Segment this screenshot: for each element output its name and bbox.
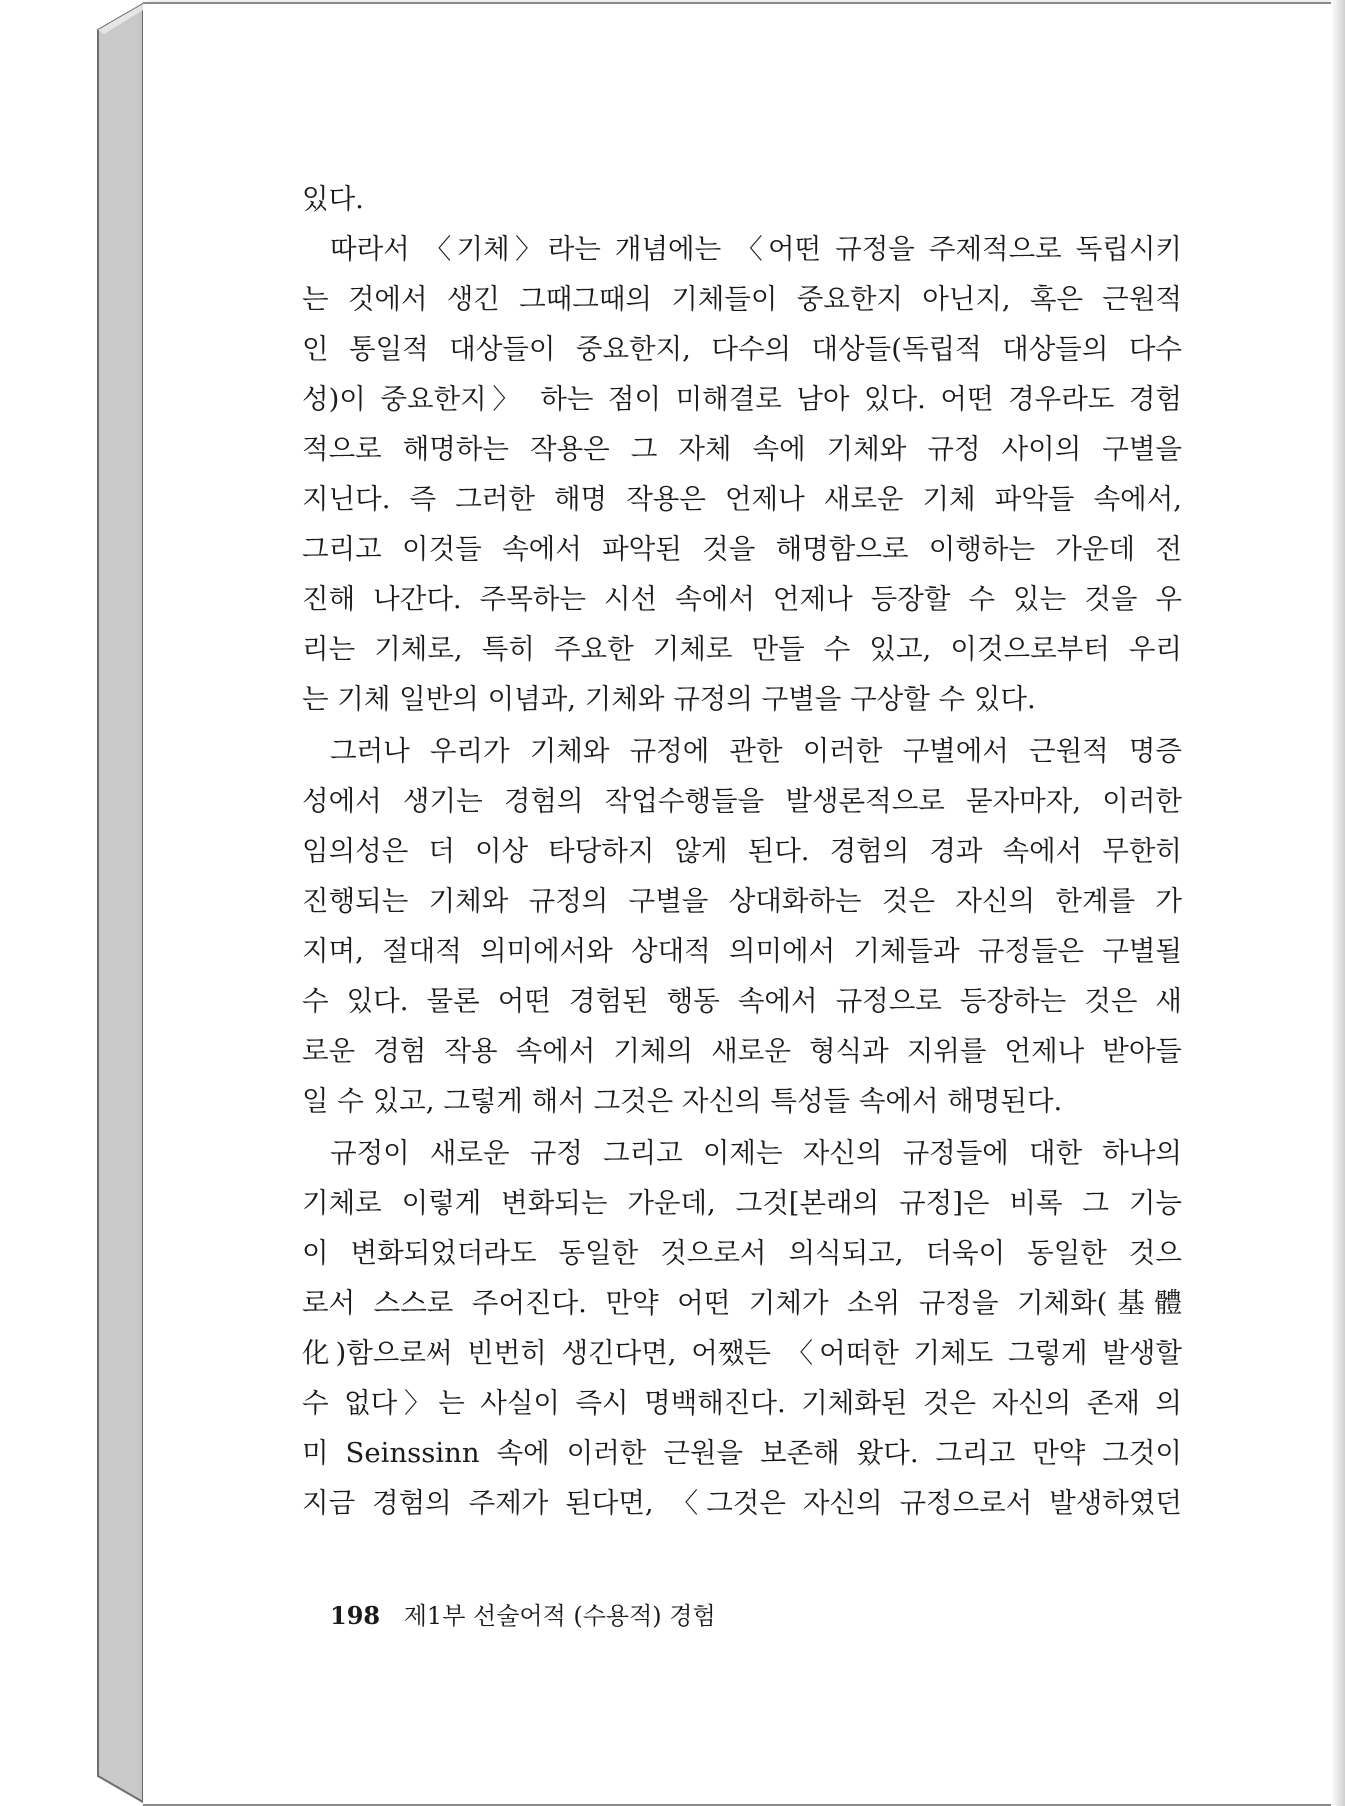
text-line: 따라서 〈기체〉라는 개념에는 〈어떤 규정을 주제적으로 독립시키 [330,233,1182,265]
text-line: 규정이 새로운 규정 그리고 이제는 자신의 규정들에 대한 하나의 [330,1137,1182,1169]
text-line: 진행되는 기체와 규정의 구별을 상대화하는 것은 자신의 한계를 가 [302,885,1182,917]
text-line: 지며, 절대적 의미에서와 상대적 의미에서 기체들과 규정들은 구별될 [302,935,1182,967]
text-line: 리는 기체로, 특히 주요한 기체로 만들 수 있고, 이것으로부터 우리 [302,633,1182,665]
text-line: 적으로 해명하는 작용은 그 자체 속에 기체와 규정 사이의 구별을 [302,433,1182,465]
text-line: 로서 스스로 주어진다. 만약 어떤 기체가 소위 규정을 기체화(基體 [302,1287,1182,1319]
text-line: 인 통일적 대상들이 중요한지, 다수의 대상들(독립적 대상들의 다수 [302,333,1182,365]
text-line: 는 기체 일반의 이념과, 기체와 규정의 구별을 구상할 수 있다. [302,683,1036,715]
text-line: 지금 경험의 주제가 된다면, 〈그것은 자신의 규정으로서 발생하였던 [302,1487,1182,1519]
text-line: 진해 나간다. 주목하는 시선 속에서 언제나 등장할 수 있는 것을 우 [302,583,1182,615]
page-right-edge [1331,0,1345,1806]
text-line: 化)함으로써 빈번히 생긴다면, 어쨌든 〈어떠한 기체도 그렇게 발생할 [302,1337,1182,1369]
text-line: 수 없다〉는 사실이 즉시 명백해진다. 기체화된 것은 자신의 존재 의 [302,1387,1182,1419]
text-line: 는 것에서 생긴 그때그때의 기체들이 중요한지 아닌지, 혹은 근원적 [302,283,1182,315]
text-line: 성)이 중요한지〉 하는 점이 미해결로 남아 있다. 어떤 경우라도 경험 [302,383,1182,415]
page-number: 198 [330,1601,381,1630]
text-line: 그러나 우리가 기체와 규정에 관한 이러한 구별에서 근원적 명증 [330,735,1182,767]
running-head: 제1부 선술어적 (수용적) 경험 [403,1602,716,1630]
text-line: 수 있다. 물론 어떤 경험된 행동 속에서 규정으로 등장하는 것은 새 [302,985,1182,1017]
book-spine [0,0,150,1806]
text-line: 지닌다. 즉 그러한 해명 작용은 언제나 새로운 기체 파악들 속에서, [302,483,1182,515]
text-line: 성에서 생기는 경험의 작업수행들을 발생론적으로 묻자마자, 이러한 [302,785,1182,817]
text-line: 임의성은 더 이상 타당하지 않게 된다. 경험의 경과 속에서 무한히 [302,835,1182,867]
text-line: 기체로 이렇게 변화되는 가운데, 그것[본래의 규정]은 비록 그 기능 [302,1187,1182,1219]
text-line: 있다. [302,183,364,215]
text-line: 이 변화되었더라도 동일한 것으로서 의식되고, 더욱이 동일한 것으 [302,1237,1182,1269]
page-footer [330,1596,716,1631]
text-line: 로운 경험 작용 속에서 기체의 새로운 형식과 지위를 언제나 받아들 [302,1035,1182,1067]
text-line: 미 Seinssinn 속에 이러한 근원을 보존해 왔다. 그리고 만약 그것이 [302,1437,1182,1469]
text-line: 일 수 있고, 그렇게 해서 그것은 자신의 특성들 속에서 해명된다. [302,1085,1063,1117]
text-line: 그리고 이것들 속에서 파악된 것을 해명함으로 이행하는 가운데 전 [302,533,1182,565]
